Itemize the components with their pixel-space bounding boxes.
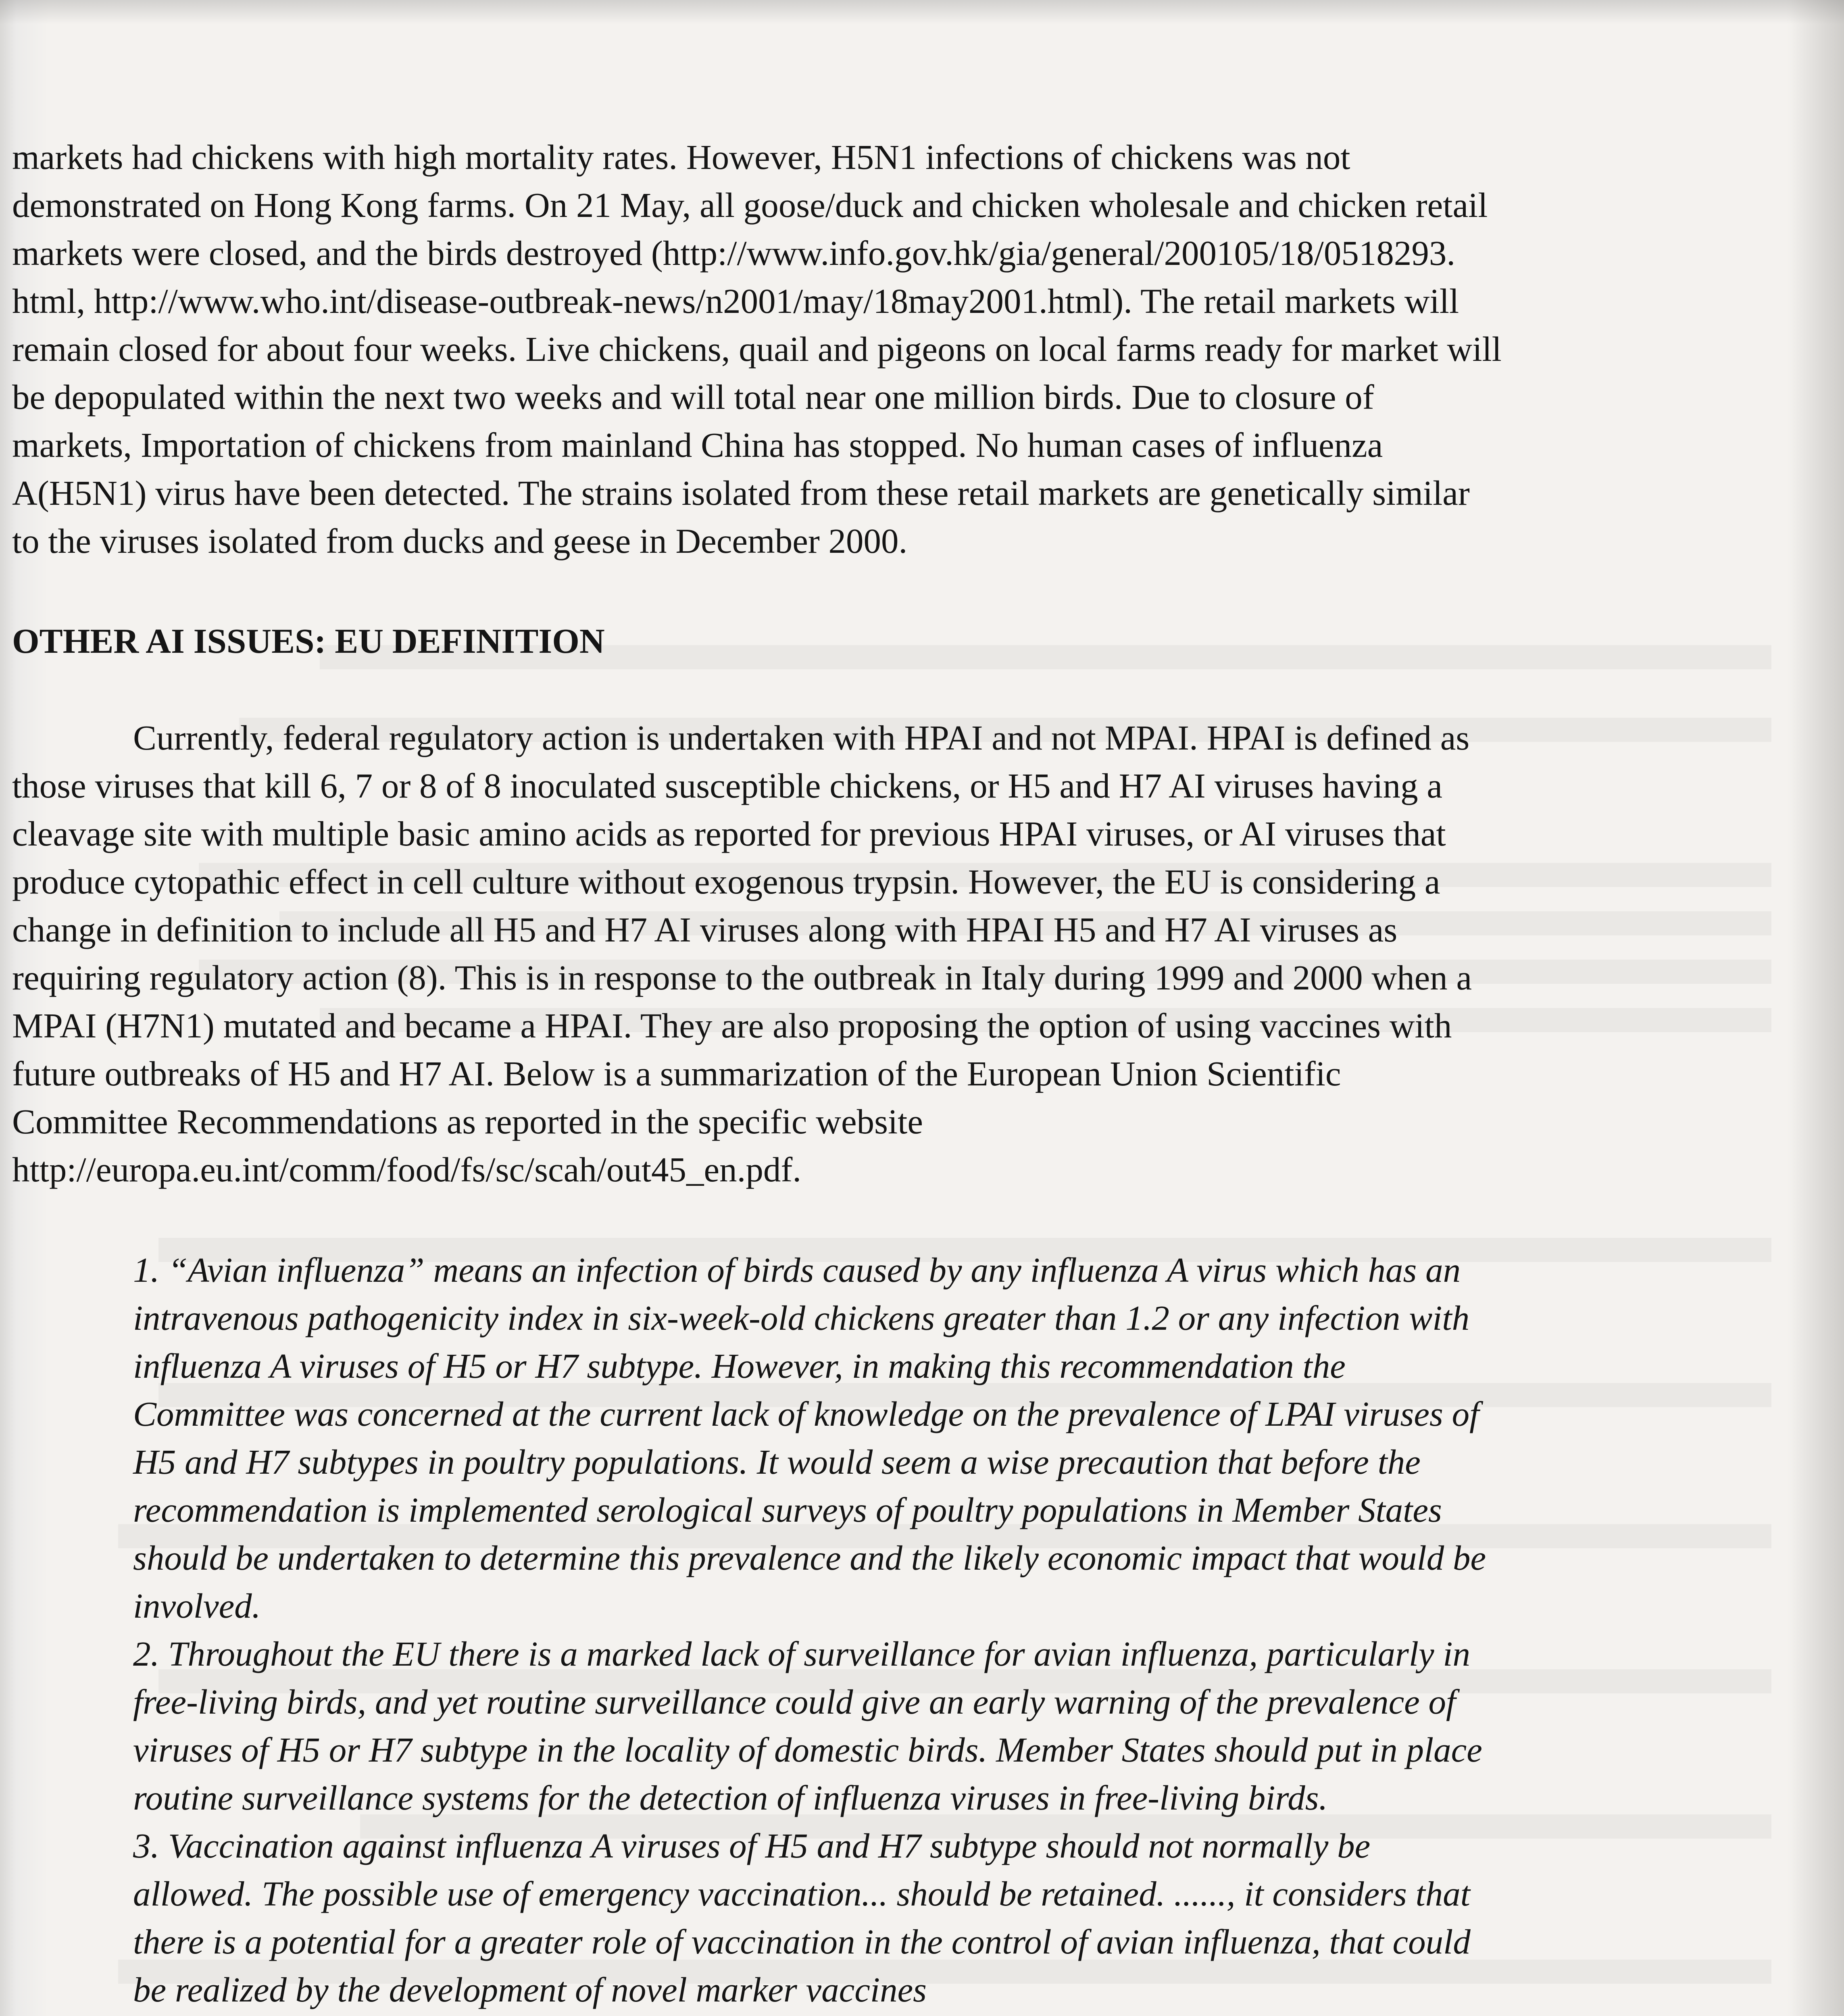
page-right-edge: [1786, 0, 1844, 2016]
list-item-line: allowed. The possible use of emergency vaccination... should be retained. ......, it considers that: [133, 1874, 1470, 1913]
section-heading: OTHER AI ISSUES: EU DEFINITION: [12, 621, 605, 660]
text-line: markets had chickens with high mortality rates. However, H5N1 infections of chickens was not: [12, 137, 1350, 177]
list-item-line: recommendation is implemented serological surveys of poultry populations in Member States: [133, 1490, 1442, 1529]
list-item-line: H5 and H7 subtypes in poultry populations. It would seem a wise precaution that before the: [133, 1442, 1421, 1481]
list-item-line: routine surveillance systems for the detection of influenza viruses in free-living birds.: [133, 1778, 1328, 1817]
paragraph-2: [12, 714, 1734, 1193]
text-line: demonstrated on Hong Kong farms. On 21 May, all goose/duck and chicken wholesale and chicken retail: [12, 185, 1488, 225]
list-item-line: viruses of H5 or H7 subtype in the locality of domestic birds. Member States should put in place: [133, 1730, 1482, 1769]
paragraph-1: [12, 133, 1734, 565]
list-item-line: 1. “Avian influenza” means an infection of birds caused by any influenza A virus which has an: [133, 1250, 1461, 1289]
list-item-line: 2. Throughout the EU there is a marked lack of surveillance for avian influenza, particularly in: [133, 1634, 1471, 1673]
list-item-line: should be undertaken to determine this prevalence and the likely economic impact that would be: [133, 1538, 1486, 1577]
text-line: MPAI (H7N1) mutated and became a HPAI. They are also proposing the option of using vaccines with: [12, 1006, 1452, 1045]
text-line: Currently, federal regulatory action is undertaken with HPAI and not MPAI. HPAI is defined as: [133, 718, 1470, 757]
text-line: produce cytopathic effect in cell culture without exogenous trypsin. However, the EU is considering a: [12, 862, 1440, 901]
list-item-line: influenza A viruses of H5 or H7 subtype. However, in making this recommendation the: [133, 1346, 1346, 1385]
text-line: be depopulated within the next two weeks and will total near one million birds. Due to closure of: [12, 377, 1374, 417]
list-item-line: be realized by the development of novel marker vaccines: [133, 1970, 927, 2009]
list-item-line: intravenous pathogenicity index in six-week-old chickens greater than 1.2 or any infection with: [133, 1298, 1470, 1337]
list-item-line: [133, 2014, 1726, 2016]
website-url: http://europa.eu.int/comm/food/fs/sc/scah/out45_en.pdf.: [12, 1150, 802, 1189]
text-line: those viruses that kill 6, 7 or 8 of 8 inoculated susceptible chickens, or H5 and H7 AI viruses having a: [12, 766, 1442, 805]
list-item-line: free-living birds, and yet routine surveillance could give an early warning of the prevalence of: [133, 1682, 1456, 1721]
text-line: change in definition to include all H5 and H7 AI viruses along with HPAI H5 and H7 AI viruses as: [12, 910, 1398, 949]
text-line: A(H5N1) virus have been detected. The strains isolated from these retail markets are genetically similar: [12, 473, 1470, 512]
list-item-line: Committee was concerned at the current lack of knowledge on the prevalence of LPAI viruses of: [133, 1394, 1479, 1433]
text-line: requiring regulatory action (8). This is in response to the outbreak in Italy during 1999 and 2000 when a: [12, 958, 1472, 997]
list-item-line: involved.: [133, 1586, 261, 1625]
text-line: cleavage site with multiple basic amino acids as reported for previous HPAI viruses, or AI viruses that: [12, 814, 1446, 853]
paragraph-hong-kong-outbreak: [12, 133, 1734, 565]
text-line: markets, Importation of chickens from mainland China has stopped. No human cases of influenza: [12, 425, 1383, 464]
list-item-line: there is a potential for a greater role of vaccination in the control of avian influenza, that could: [133, 1922, 1471, 1961]
text-line: Committee Recommendations as reported in the specific website: [12, 1102, 923, 1141]
page-top-shadow: [0, 0, 1844, 24]
eu-recommendations-list: [133, 1246, 1726, 2016]
text-line: to the viruses isolated from ducks and geese in December 2000.: [12, 521, 908, 560]
text-line: html, http://www.who.int/disease-outbreak-news/n2001/may/18may2001.html). The retail markets will: [12, 281, 1459, 321]
list-item-line: 3. Vaccination against influenza A viruses of H5 and H7 subtype should not normally be: [133, 1826, 1371, 1865]
text-line: markets were closed, and the birds destroyed (http://www.info.gov.hk/gia/general/200105/18/0518293.: [12, 233, 1456, 273]
text-line: remain closed for about four weeks. Live chickens, quail and pigeons on local farms ready for market will: [12, 329, 1502, 369]
paragraph-eu-definition: [12, 714, 1734, 1193]
text-line: future outbreaks of H5 and H7 AI. Below is a summarization of the European Union Scientific: [12, 1054, 1341, 1093]
